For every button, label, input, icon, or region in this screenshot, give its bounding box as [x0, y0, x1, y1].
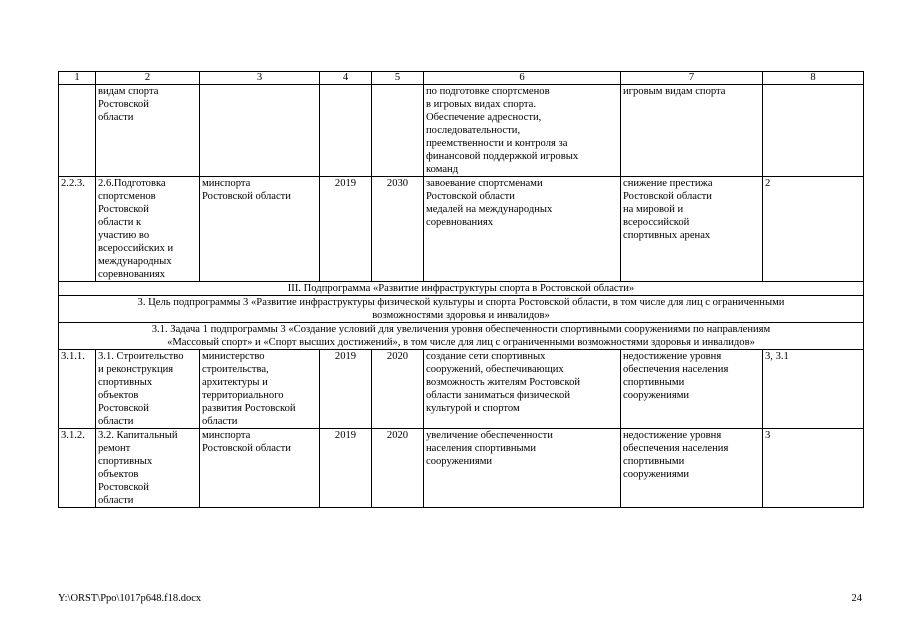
- header-cell: 4: [320, 72, 372, 85]
- page-number: 24: [851, 593, 862, 604]
- text-line: и реконструкция: [98, 364, 174, 375]
- header-cell: 2: [96, 72, 200, 85]
- text-line: в игровых видах спорта.: [426, 99, 536, 110]
- subprogram-row: [59, 282, 864, 296]
- text-line: соревнованиях: [426, 217, 494, 228]
- name-cell: [96, 85, 200, 177]
- text-line: игровым видам спорта: [623, 86, 726, 97]
- text-line: области заниматься физической: [426, 390, 570, 401]
- text-line: сооружениями: [623, 469, 690, 480]
- text-line: соревнованиях: [98, 269, 166, 280]
- text-line: развития Ростовской: [202, 403, 296, 414]
- goal-row: [59, 296, 864, 323]
- text-line: спортивных аренах: [623, 230, 711, 241]
- text-line: участию во: [98, 230, 150, 241]
- text-line: возможность жителям Ростовской: [426, 377, 581, 388]
- text-line: завоевание спортсменами: [426, 178, 543, 189]
- subprogram-title: III. Подпрограмма «Развитие инфраструктуры спорта в Ростовской области»: [59, 282, 864, 296]
- text-line: 3.1. Задача 1 подпрограммы 3 «Создание условий для увеличения уровня обеспеченности спортивными сооружениями по направлениям: [151, 324, 771, 335]
- result-cell: [424, 85, 621, 177]
- consequence-cell: [621, 85, 763, 177]
- start-cell: 2019: [320, 350, 372, 429]
- text-line: сооружениями: [623, 390, 690, 401]
- text-line: объектов: [98, 469, 139, 480]
- table-row-2-2-3: [59, 177, 864, 282]
- text-line: всероссийской: [623, 217, 690, 228]
- result-cell: [424, 429, 621, 508]
- text-line: сооружениями: [426, 456, 493, 467]
- text-line: населения спортивными: [426, 443, 537, 454]
- text-line: архитектуры и: [202, 377, 268, 388]
- text-line: 3.2. Капитальный: [98, 430, 178, 441]
- executor-cell: [200, 350, 320, 429]
- text-line: объектов: [98, 390, 139, 401]
- text-line: спортивных: [98, 456, 153, 467]
- text-line: сооружений, обеспечивающих: [426, 364, 564, 375]
- text-line: обеспечения населения: [623, 364, 729, 375]
- text-line: создание сети спортивных: [426, 351, 546, 362]
- text-line: территориального: [202, 390, 284, 401]
- name-cell: [96, 350, 200, 429]
- text-line: по подготовке спортсменов: [426, 86, 550, 97]
- text-line: спортсменов: [98, 191, 156, 202]
- text-line: Ростовской: [98, 99, 149, 110]
- num-cell: 3.1.1.: [59, 350, 96, 429]
- text-line: последовательности,: [426, 125, 521, 136]
- text-line: Ростовской: [98, 204, 149, 215]
- text-line: финансовой поддержкой игровых: [426, 151, 579, 162]
- text-line: строительства,: [202, 364, 269, 375]
- result-cell: [424, 350, 621, 429]
- text-line: минспорта: [202, 430, 251, 441]
- end-cell: [372, 85, 424, 177]
- text-line: Ростовской: [98, 403, 149, 414]
- text-line: увеличение обеспеченности: [426, 430, 553, 441]
- text-line: Ростовской области: [426, 191, 515, 202]
- text-line: возможностями здоровья и инвалидов»: [372, 310, 550, 321]
- consequence-cell: [621, 177, 763, 282]
- header-cell: 1: [59, 72, 96, 85]
- num-cell: 2.2.3.: [59, 177, 96, 282]
- text-line: международных: [98, 256, 172, 267]
- text-line: 3.1. Строительство: [98, 351, 184, 362]
- text-line: спортивных: [98, 377, 153, 388]
- table-row-3-1-2: [59, 429, 864, 508]
- end-cell: 2030: [372, 177, 424, 282]
- text-line: 3. Цель подпрограммы 3 «Развитие инфраструктуры физической культуры и спорта Ростовской области, в том числе для лиц с ограниченными: [137, 297, 785, 308]
- text-line: области: [98, 416, 134, 427]
- name-cell: [96, 429, 200, 508]
- executor-cell: [200, 429, 320, 508]
- text-line: Ростовской: [98, 482, 149, 493]
- executor-cell: [200, 177, 320, 282]
- num-cell: 3.1.2.: [59, 429, 96, 508]
- result-cell: [424, 177, 621, 282]
- consequence-cell: [621, 350, 763, 429]
- text-line: видам спорта: [98, 86, 159, 97]
- consequence-cell: [621, 429, 763, 508]
- task-text: [59, 323, 864, 350]
- text-line: медалей на международных: [426, 204, 553, 215]
- text-line: Ростовской области: [202, 443, 291, 454]
- header-cell: 6: [424, 72, 621, 85]
- num-cell: [59, 85, 96, 177]
- text-line: культурой и спортом: [426, 403, 520, 414]
- link-cell: 3: [763, 429, 864, 508]
- executor-cell: [200, 85, 320, 177]
- text-line: снижение престижа: [623, 178, 713, 189]
- table-row-3-1-1: [59, 350, 864, 429]
- text-line: области к: [98, 217, 142, 228]
- text-line: министерство: [202, 351, 265, 362]
- end-cell: 2020: [372, 350, 424, 429]
- column-number-row: [59, 72, 864, 85]
- goal-text: [59, 296, 864, 323]
- file-path: Y:\ORST\Ppo\1017p648.f18.docx: [58, 593, 202, 604]
- text-line: спортивными: [623, 377, 685, 388]
- text-line: ремонт: [98, 443, 131, 454]
- start-cell: [320, 85, 372, 177]
- name-cell: [96, 177, 200, 282]
- start-cell: 2019: [320, 177, 372, 282]
- header-cell: 3: [200, 72, 320, 85]
- text-line: области: [202, 416, 238, 427]
- text-line: команд: [426, 164, 459, 175]
- text-line: спортивными: [623, 456, 685, 467]
- link-cell: 2: [763, 177, 864, 282]
- header-cell: 7: [621, 72, 763, 85]
- text-line: недостижение уровня: [623, 351, 722, 362]
- text-line: преемственности и контроля за: [426, 138, 568, 149]
- text-line: 2.6.Подготовка: [98, 178, 166, 189]
- text-line: области: [98, 112, 134, 123]
- header-cell: 5: [372, 72, 424, 85]
- link-cell: 3, 3.1: [763, 350, 864, 429]
- end-cell: 2020: [372, 429, 424, 508]
- text-line: Обеспечение адресности,: [426, 112, 542, 123]
- link-cell: [763, 85, 864, 177]
- text-line: минспорта: [202, 178, 251, 189]
- text-line: «Массовый спорт» и «Спорт высших достижений», в том числе для лиц с ограниченными возможностями здоровья и инвалидов»: [167, 337, 755, 348]
- header-cell: 8: [763, 72, 864, 85]
- table-row-continuation: [59, 85, 864, 177]
- text-line: обеспечения населения: [623, 443, 729, 454]
- text-line: на мировой и: [623, 204, 684, 215]
- text-line: всероссийских и: [98, 243, 174, 254]
- text-line: области: [98, 495, 134, 506]
- text-line: Ростовской области: [202, 191, 291, 202]
- task-row: [59, 323, 864, 350]
- measures-table: [58, 71, 864, 508]
- start-cell: 2019: [320, 429, 372, 508]
- text-line: недостижение уровня: [623, 430, 722, 441]
- text-line: Ростовской области: [623, 191, 712, 202]
